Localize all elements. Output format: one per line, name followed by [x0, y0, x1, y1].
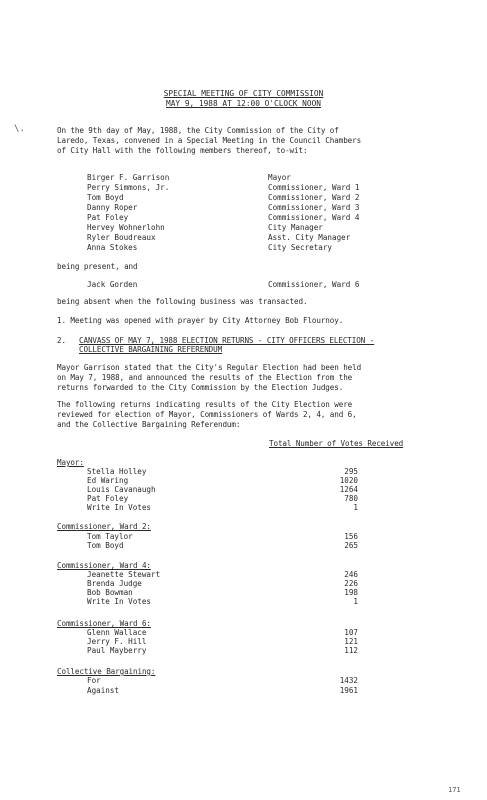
candidate-name: Jeanette Stewart: [87, 570, 161, 579]
member-name: Pat Foley: [87, 213, 129, 222]
member-title: City Manager: [268, 223, 323, 232]
candidate-name: Write In Votes: [87, 503, 152, 512]
candidate-name: Tom Taylor: [87, 532, 133, 541]
member-title: Commissioner, Ward 2: [268, 193, 360, 202]
candidate-votes: 1: [353, 597, 358, 606]
member-title: Mayor: [268, 173, 291, 182]
absent-member-title: Commissioner, Ward 6: [268, 280, 360, 289]
member-title: Asst. City Manager: [268, 233, 351, 242]
candidate-name: Against: [87, 686, 120, 695]
meeting-date: MAY 9, 1988 AT 12:00 O'CLOCK NOON: [166, 99, 321, 108]
candidate-name: Stella Holley: [87, 467, 147, 476]
margin-mark: \.: [14, 124, 25, 134]
absent-text: being absent when the following business was transacted.: [57, 297, 308, 306]
item-2-number: 2.: [57, 336, 66, 345]
candidate-votes: 295: [344, 467, 358, 476]
candidate-votes: 107: [344, 628, 358, 637]
candidate-votes: 226: [344, 579, 358, 588]
candidate-name: Tom Boyd: [87, 541, 124, 550]
para2-line-3: and the Collective Bargaining Referendum:: [57, 420, 241, 429]
candidate-votes: 780: [344, 494, 358, 503]
candidate-name: Pat Foley: [87, 494, 129, 503]
item-1: 1. Meeting was opened with prayer by City Attorney Bob Flournoy.: [57, 316, 344, 325]
votes-column-header: Total Number of Votes Received: [269, 439, 404, 448]
member-name: Hervey Wohnerlohn: [87, 223, 165, 232]
candidate-votes: 198: [344, 588, 358, 597]
para2-line-2: reviewed for election of Mayor, Commissioners of Wards 2, 4, and 6,: [57, 410, 357, 419]
race-heading: Commissioner, Ward 4:: [57, 561, 151, 570]
candidate-name: Paul Mayberry: [87, 646, 147, 655]
race-heading: Commissioner, Ward 2:: [57, 522, 151, 531]
candidate-name: For: [87, 676, 101, 685]
candidate-votes: 1020: [339, 476, 358, 485]
member-title: Commissioner, Ward 3: [268, 203, 360, 212]
candidate-votes: 265: [344, 541, 358, 550]
candidate-votes: 112: [344, 646, 358, 655]
candidate-votes: 1961: [339, 686, 358, 695]
candidate-votes: 1432: [339, 676, 358, 685]
item-2-heading-1: CANVASS OF MAY 7, 1988 ELECTION RETURNS - CITY OFFICERS ELECTION -: [79, 336, 375, 345]
candidate-name: Louis Cavanaugh: [87, 485, 156, 494]
para2-line-1: The following returns indicating results of the City Election were: [57, 400, 353, 409]
candidate-votes: 1: [353, 503, 358, 512]
candidate-votes: 156: [344, 532, 358, 541]
member-title: Commissioner, Ward 1: [268, 183, 360, 192]
candidate-votes: 246: [344, 570, 358, 579]
intro-line-3: of City Hall with the following members thereof, to-wit:: [57, 146, 308, 155]
present-text: being present, and: [57, 262, 138, 271]
para1-line-1: Mayor Garrison stated that the City's Regular Election had been held: [57, 363, 362, 372]
candidate-name: Bob Bowman: [87, 588, 133, 597]
item-2-heading-2: COLLECTIVE BARGAINING REFERENDUM: [79, 345, 223, 354]
candidate-votes: 1264: [339, 485, 358, 494]
intro-line-2: Laredo, Texas, convened in a Special Meeting in the Council Chambers: [57, 136, 362, 145]
para1-line-3: returns forwarded to the City Commission by the Election Judges.: [57, 383, 344, 392]
para1-line-2: on May 7, 1988, and announced the results of the Election from the: [57, 373, 353, 382]
absent-member-name: Jack Gorden: [87, 280, 138, 289]
member-name: Tom Boyd: [87, 193, 124, 202]
intro-line-1: On the 9th day of May, 1988, the City Commission of the City of: [57, 126, 339, 135]
page-mark: 171: [448, 786, 461, 794]
candidate-name: Write In Votes: [87, 597, 152, 606]
meeting-title: SPECIAL MEETING OF CITY COMMISSION: [163, 89, 324, 98]
member-name: Ryler Boudreaux: [87, 233, 156, 242]
candidate-name: Brenda Judge: [87, 579, 142, 588]
member-name: Birger F. Garrison: [87, 173, 170, 182]
candidate-name: Jerry F. Hill: [87, 637, 147, 646]
member-name: Perry Simmons, Jr.: [87, 183, 170, 192]
candidate-votes: 121: [344, 637, 358, 646]
member-title: Commissioner, Ward 4: [268, 213, 360, 222]
member-name: Danny Roper: [87, 203, 138, 212]
race-heading: Commissioner, Ward 6:: [57, 619, 151, 628]
member-name: Anna Stokes: [87, 243, 138, 252]
candidate-name: Ed Waring: [87, 476, 129, 485]
race-heading: Mayor:: [57, 458, 84, 467]
race-heading: Collective Bargaining:: [57, 667, 156, 676]
candidate-name: Glenn Wallace: [87, 628, 147, 637]
member-title: City Secretary: [268, 243, 333, 252]
